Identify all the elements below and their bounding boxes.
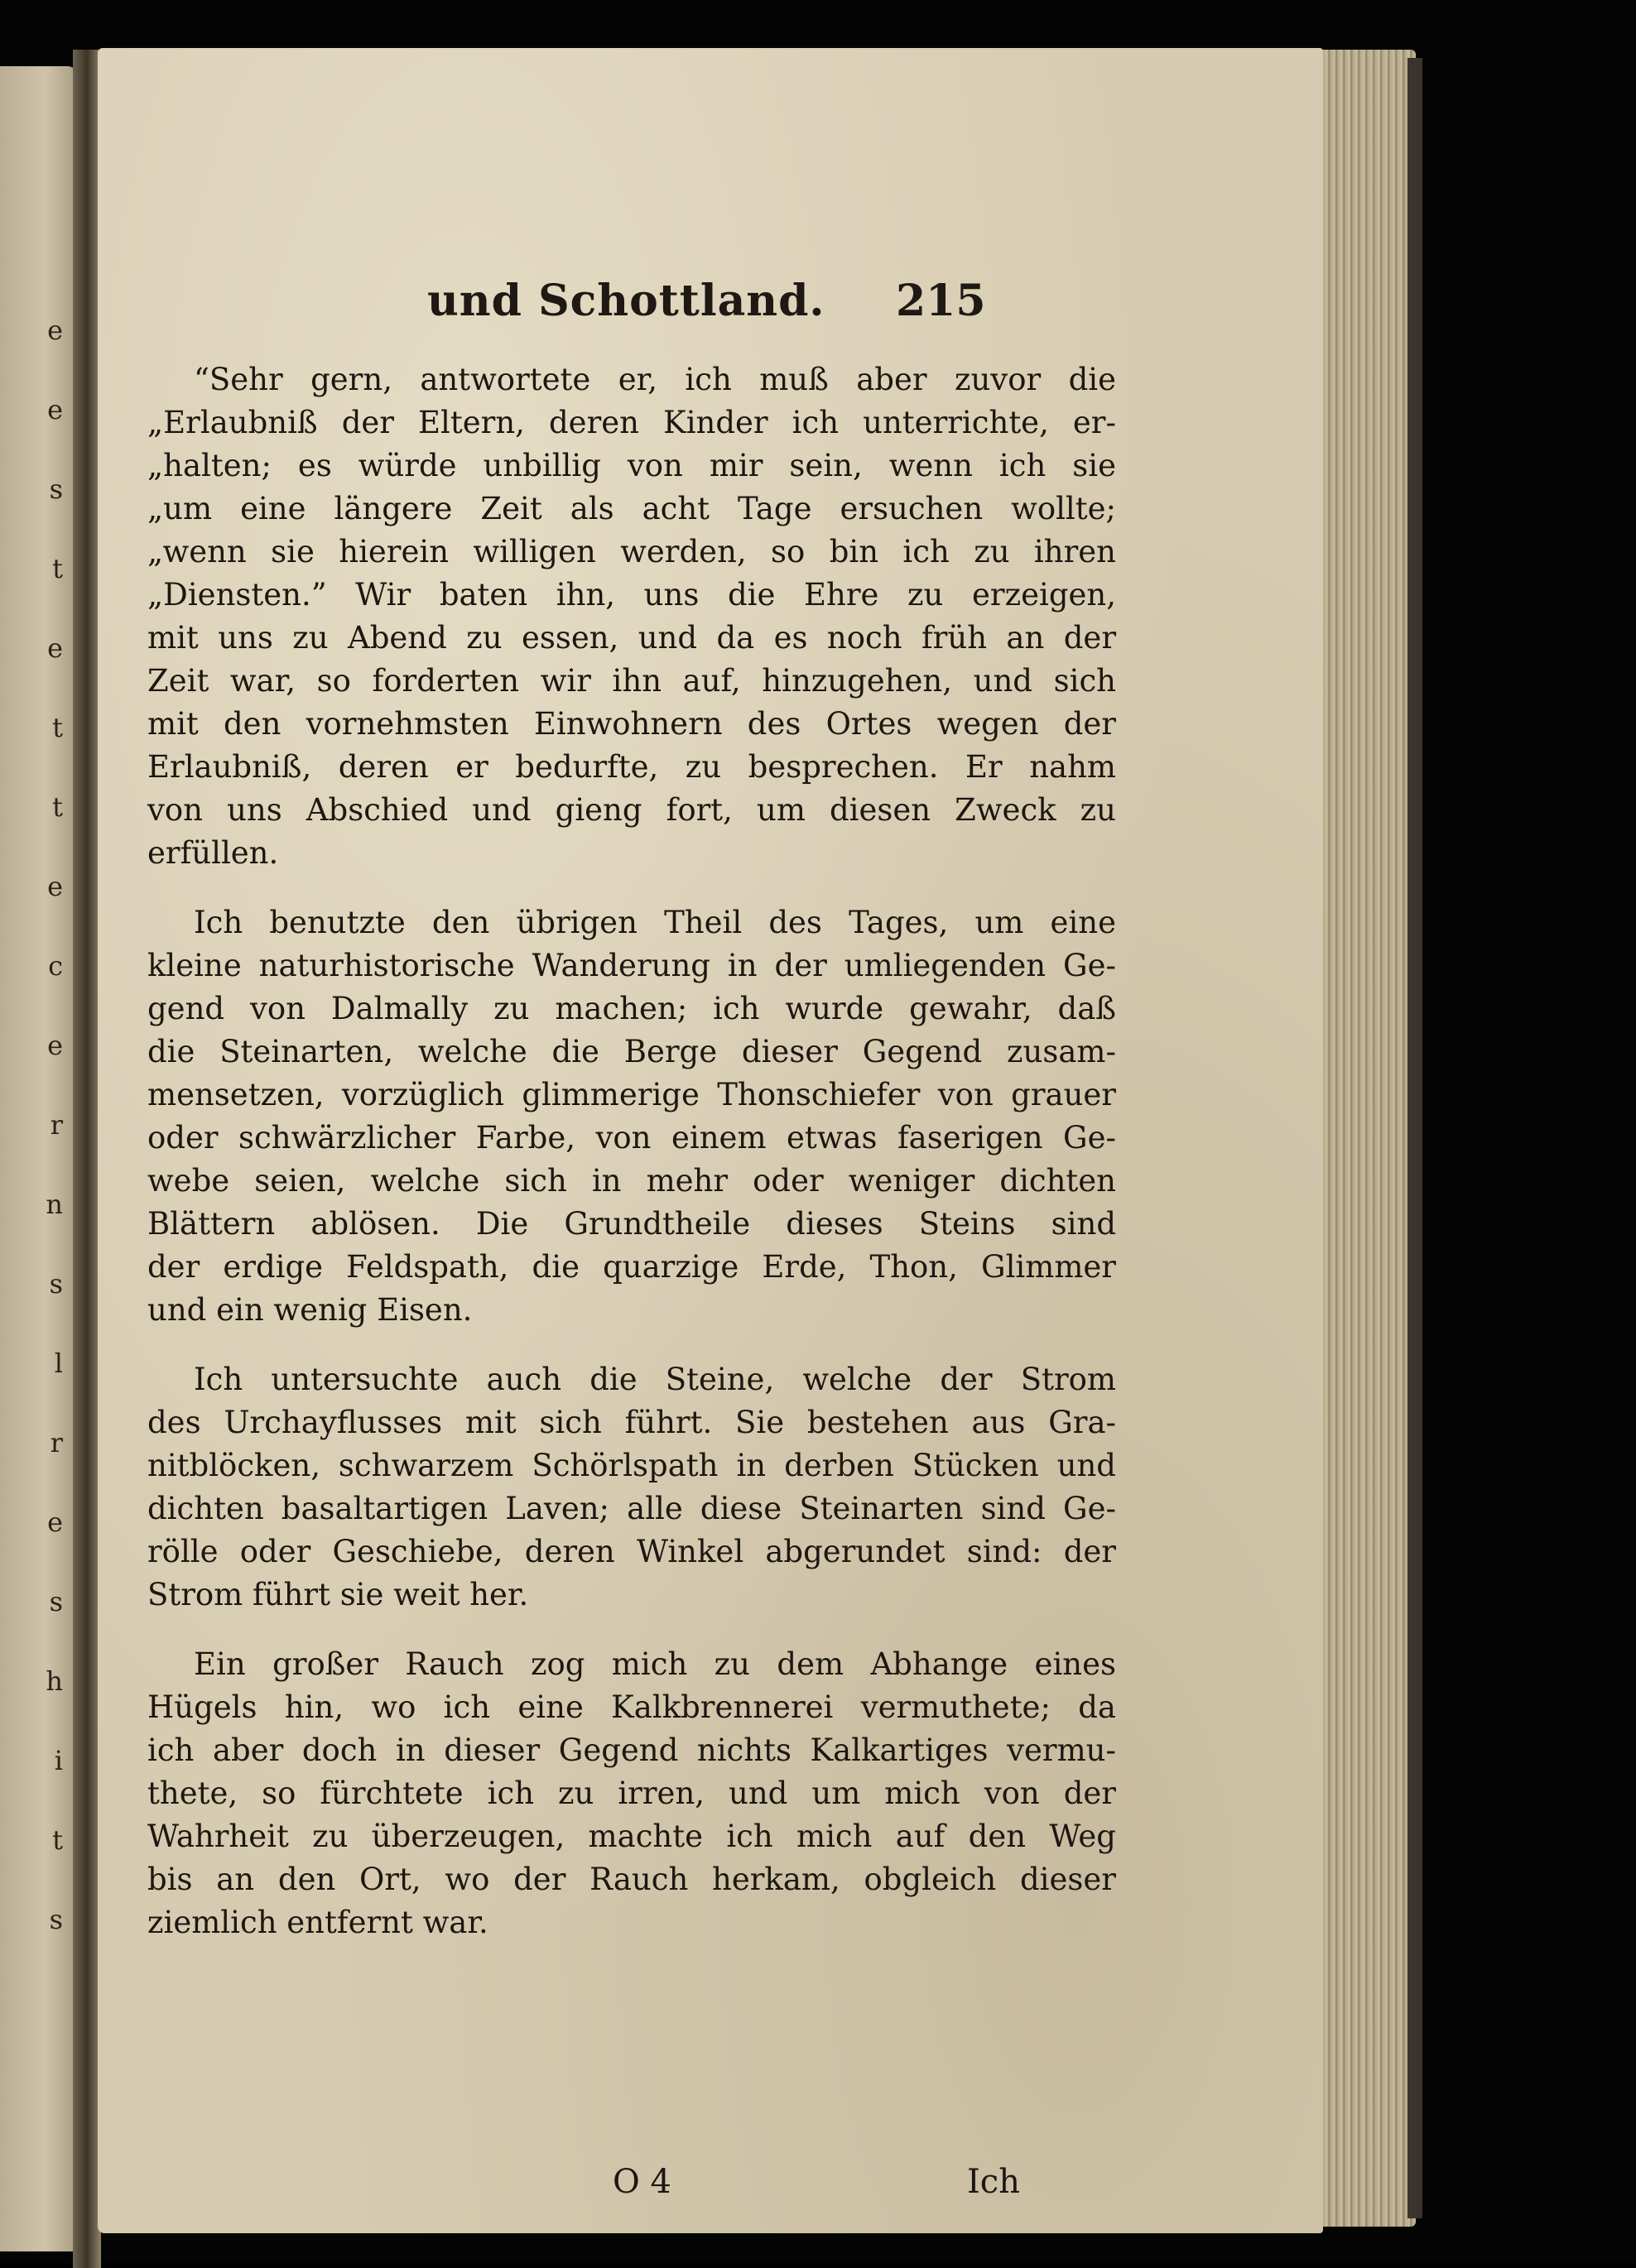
page-edges — [1316, 50, 1416, 2227]
text-line: „halten; es würde unbillig von mir sein, wenn ich sie — [147, 448, 1116, 483]
text-line: nitblöcken, schwarzem Schörlspath in derben Stücken und — [147, 1448, 1116, 1483]
text-line: Zeit war, so forderten wir ihn auf, hinzugehen, und sich — [147, 663, 1116, 699]
book-gutter — [73, 50, 101, 2268]
page-number: 215 — [896, 276, 986, 326]
text-line: ich aber doch in dieser Gegend nichts Kalkartiges vermu- — [147, 1732, 1116, 1768]
left-page-fragment: n — [46, 1189, 63, 1220]
text-line: ziemlich entfernt war. — [147, 1905, 488, 1940]
text-line: kleine naturhistorische Wanderung in der umliegenden Ge- — [147, 948, 1116, 983]
left-page-fragment: r — [50, 1427, 63, 1458]
paragraph — [147, 1358, 1116, 1617]
left-page-fragment: t — [52, 791, 63, 823]
text-line: mit den vornehmsten Einwohnern des Ortes wegen der — [147, 706, 1116, 742]
left-page-fragment: c — [48, 950, 63, 982]
left-page-fragment: e — [47, 1506, 63, 1538]
left-facing-page — [0, 66, 76, 2251]
catchword: Ich — [967, 2163, 1020, 2201]
text-line: Hügels hin, wo ich eine Kalkbrennerei vermuthete; da — [147, 1689, 1116, 1725]
text-line: bis an den Ort, wo der Rauch herkam, obgleich dieser — [147, 1862, 1116, 1897]
text-line: Ich benutzte den übrigen Theil des Tages, um eine — [194, 905, 1116, 940]
text-line: des Urchayflusses mit sich führt. Sie bestehen aus Gra- — [147, 1405, 1116, 1440]
text-line: Blättern ablösen. Die Grundtheile dieses Steins sind — [147, 1206, 1116, 1242]
left-page-margin-fragments — [0, 66, 76, 2251]
running-head: und Schottland. — [427, 276, 825, 326]
paragraph — [147, 358, 1116, 875]
left-page-fragment: e — [47, 871, 63, 902]
book-cover-edge — [1407, 58, 1422, 2218]
text-line: und ein wenig Eisen. — [147, 1292, 473, 1328]
left-page-fragment: t — [52, 712, 63, 743]
page-footer — [98, 2163, 1323, 2213]
left-page-fragment: e — [47, 1030, 63, 1061]
text-line: dichten basaltartigen Laven; alle diese Steinarten sind Ge- — [147, 1491, 1116, 1526]
left-page-fragment: r — [50, 1109, 63, 1141]
text-line: erfüllen. — [147, 835, 279, 871]
text-line: oder schwärzlicher Farbe, von einem etwas faserigen Ge- — [147, 1120, 1116, 1156]
body-text — [147, 358, 1116, 1971]
text-line: Strom führt sie weit her. — [147, 1577, 529, 1612]
text-line: rölle oder Geschiebe, deren Winkel abgerundet sind: der — [147, 1534, 1116, 1569]
paragraph — [147, 1643, 1116, 1944]
text-line: Wahrheit zu überzeugen, machte ich mich auf den Weg — [147, 1819, 1116, 1854]
text-line: „um eine längere Zeit als acht Tage ersuchen wollte; — [147, 491, 1116, 526]
text-line: „wenn sie hierein willigen werden, so bin ich zu ihren — [147, 534, 1116, 569]
text-line: Erlaubniß, deren er bedurfte, zu besprechen. Er nahm — [147, 749, 1116, 785]
text-line: thete, so fürchtete ich zu irren, und um mich von der — [147, 1775, 1116, 1811]
text-line: “Sehr gern, antwortete er, ich muß aber zuvor die — [194, 362, 1116, 397]
page-header — [98, 276, 1323, 334]
left-page-fragment: l — [54, 1348, 63, 1379]
text-line: webe seien, welche sich in mehr oder weniger dichten — [147, 1163, 1116, 1199]
left-page-fragment: t — [52, 1824, 63, 1856]
left-page-fragment: s — [49, 1268, 63, 1300]
left-page-fragment: s — [49, 473, 63, 505]
left-page-fragment: s — [49, 1586, 63, 1617]
left-page-fragment: h — [46, 1665, 63, 1697]
text-line: Ich untersuchte auch die Steine, welche der Strom — [194, 1362, 1116, 1397]
text-line: von uns Abschied und gieng fort, um diesen Zweck zu — [147, 792, 1116, 828]
left-page-fragment: t — [52, 553, 63, 584]
text-line: der erdige Feldspath, die quarzige Erde, Thon, Glimmer — [147, 1249, 1116, 1285]
left-page-fragment: s — [49, 1904, 63, 1935]
left-page-fragment: e — [47, 315, 63, 346]
text-line: Ein großer Rauch zog mich zu dem Abhange eines — [194, 1646, 1116, 1682]
text-line: „Diensten.” Wir baten ihn, uns die Ehre zu erzeigen, — [147, 577, 1116, 613]
left-page-fragment: i — [54, 1745, 63, 1776]
paragraph — [147, 901, 1116, 1332]
signature-mark: O 4 — [613, 2163, 671, 2201]
text-line: die Steinarten, welche die Berge dieser Gegend zusam- — [147, 1034, 1116, 1069]
book-page — [98, 48, 1323, 2233]
text-line: gend von Dalmally zu machen; ich wurde gewahr, daß — [147, 991, 1116, 1026]
left-page-fragment: e — [47, 632, 63, 664]
left-page-fragment: e — [47, 394, 63, 425]
text-line: „Erlaubniß der Eltern, deren Kinder ich unterrichte, er- — [147, 405, 1116, 440]
text-line: mit uns zu Abend zu essen, und da es noch früh an der — [147, 620, 1116, 656]
text-line: mensetzen, vorzüglich glimmerige Thonschiefer von grauer — [147, 1077, 1116, 1112]
